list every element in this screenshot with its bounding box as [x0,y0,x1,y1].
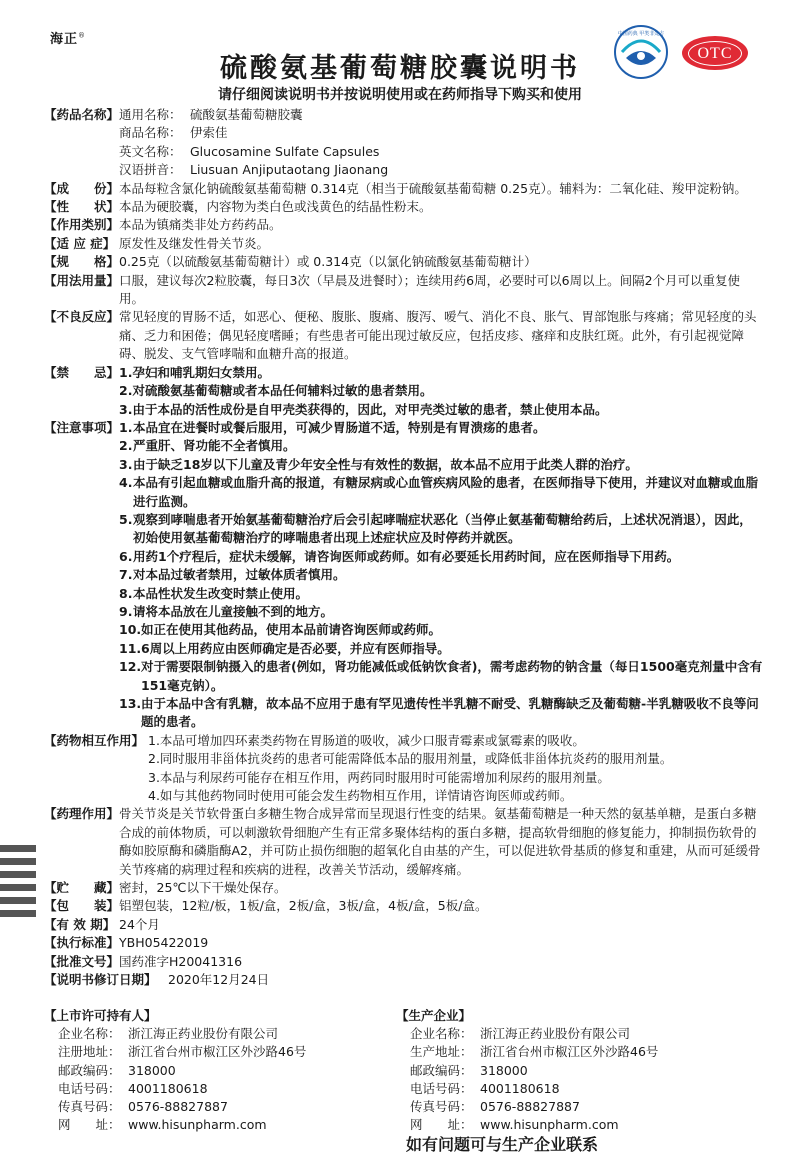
margin-bar [0,884,36,891]
item-number: 8. [119,585,133,601]
info-key: 汉语拼音： [119,162,182,178]
section-label: 【不良反应】 [44,309,120,325]
item-text: 本品有引起血糖或血脂升高的报道，有糖尿病或心血管疾病风险的患者，在医师指导下使用，并建议对血糖或血脂进行监测。 [133,475,759,509]
section-standard [44,934,764,952]
list-item: 3.本品与利尿药可能存在相互作用，两药同时服用时可能需增加利尿药的服用剂量。 [148,769,610,785]
margin-bar [0,871,36,878]
item-text: 由于本品中含有乳糖，故本品不应用于患有罕见遗传性半乳糖不耐受、乳糖酶缺乏及葡萄糖-半乳糖吸收不良等问题的患者。 [141,696,759,730]
otc-label: OTC [688,41,742,66]
section-label: 【作用类别】 [44,217,120,233]
info-key: 商品名称： [119,125,182,141]
section-label: 【适 应 症】 [44,235,116,251]
margin-bar [0,897,36,904]
section-text: 骨关节炎是关节软骨蛋白多糖生物合成异常而呈现退行性变的结果。氨基葡萄糖是一种天然的氨基单糖，是蛋白多糖合成的前体物质，可以刺激软骨细胞产生有正常多聚体结构的蛋白多糖，提高软骨细胞的修复能力，抑制损伤软骨的酶如胶原酶和磷脂酶A2，并可防止损伤细胞的超氧化自由基的产生，可以促进软骨基质的修复和重建，从而可延缓骨关节疼痛的病理过程和疾病的进程，改善关节活动，缓解疼痛。 [119,806,761,877]
contraindication-list [119,364,764,419]
section-label: 【用法用量】 [44,272,120,288]
section-label: 【包 装】 [44,898,120,914]
info-line [396,1098,764,1116]
list-item: 4.如与其他药物同时使用可能会发生药物相互作用，详情请咨询医师或药师。 [148,788,573,804]
section-storage [44,879,764,897]
item-number: 2. [119,438,133,454]
item-text: 请将本品放在儿童接触不到的地方。 [133,603,334,619]
item-text: 如正在使用其他药品，使用本品前请咨询医师或药师。 [141,622,442,638]
section-text: 本品每粒含氯化钠硫酸氨基葡萄糖 0.314克（相当于硫酸氨基葡萄糖 0.25克）。辅料为：二氧化硅、羧甲淀粉钠。 [119,180,747,196]
manufacturer [396,1007,764,1155]
item-text: 本品性状发生改变时禁止使用。 [133,585,309,601]
section-label: 【成 份】 [44,180,120,196]
item-text: 观察到哮喘患者开始氨基葡萄糖治疗后会引起哮喘症状恶化（当停止氨基葡萄糖给药后，上述状况消退），因此，初始使用氨基葡萄糖治疗的哮喘患者出现上述症状应及时停药并就医。 [133,511,752,546]
section-label: 【说明书修订日期】 [44,972,157,988]
list-item: 1.本品可增加四环素类药物在胃肠道的吸收，减少口服青霉素或氯霉素的吸收。 [148,732,585,748]
info-key: 传真号码： [410,1099,473,1115]
info-line [44,1080,396,1098]
info-key: 注册地址： [58,1044,121,1060]
info-line [44,1116,396,1134]
list-item [119,585,764,603]
info-value: 浙江省台州市椒江区外沙路46号 [128,1044,307,1060]
info-line [44,1025,396,1043]
section-label: 【批准文号】 [44,953,120,969]
info-line [396,1062,764,1080]
info-key: 生产地址： [410,1044,473,1060]
info-key: 网 址： [410,1117,473,1133]
list-item [119,640,764,658]
info-key: 邮政编码： [410,1062,473,1078]
item-number: 1. [119,419,133,435]
precaution-list [119,419,764,732]
svg-text:中国药典 甲类非处方: 中国药典 甲类非处方 [617,31,665,37]
info-key: 英文名称： [119,143,182,159]
info-line [119,161,764,179]
section-specification [44,253,764,271]
info-value: 伊索佳 [190,125,228,141]
marketing-holder [44,1007,396,1155]
info-line [119,106,764,124]
section-label: 【药品名称】 [44,107,120,122]
info-value: 4001180618 [128,1080,208,1096]
info-line [396,1043,764,1061]
section-label: 【贮 藏】 [44,880,120,896]
list-item: 2.同时服用非甾体抗炎药的患者可能需降低本品的服用剂量，或降低非甾体抗炎药的服用剂量。 [148,751,673,767]
info-value: 4001180618 [480,1080,560,1096]
brand-logo [50,28,86,47]
section-text: YBH05422019 [119,935,209,951]
info-value: 0576-88827887 [128,1099,228,1115]
section-label: 【药物相互作用】 [44,732,145,748]
company-info [44,1007,764,1155]
list-item [119,419,764,437]
section-package [44,897,764,915]
item-text: 对于需要限制钠摄入的患者(例如，肾功能减低或低钠饮食者)，需考虑药物的钠含量（每日1500毫克剂量中含有151毫克钠）。 [141,659,763,693]
section-adverse-reactions [44,308,764,363]
list-item: 1.孕妇和哺乳期妇女禁用。 [119,364,270,380]
leaflet-body [44,106,764,990]
section-label: 【上市许可持有人】 [44,1008,157,1023]
list-item [119,566,764,584]
item-number: 10. [119,622,142,638]
info-line [396,1025,764,1043]
item-text: 6周以上用药应由医师确定是否必要，并应有医师指导。 [141,640,450,656]
info-value: 硫酸氨基葡萄糖胶囊 [190,107,303,122]
info-value: 318000 [128,1062,176,1078]
margin-bar [0,910,36,917]
section-drug-name [44,106,764,180]
info-line [396,1116,764,1134]
info-value: www.hisunpharm.com [480,1117,619,1133]
list-item [119,695,764,732]
item-text: 对本品过敏者禁用，过敏体质者慎用。 [133,567,346,583]
info-value: 318000 [480,1062,528,1078]
section-label: 【有 效 期】 [44,916,116,932]
info-key: 企业名称： [58,1026,121,1042]
section-text: 24个月 [119,916,160,932]
section-label: 【性 状】 [44,199,120,215]
item-text: 用药1个疗程后，症状未缓解，请咨询医师或药师。如有必要延长用药时间，应在医师指导下用药。 [133,548,680,564]
info-line [44,1098,396,1116]
info-value: 浙江海正药业股份有限公司 [128,1026,279,1042]
section-contraindications [44,364,764,419]
info-line [119,143,764,161]
section-label: 【规 格】 [44,254,120,270]
section-text: 原发性及继发性骨关节炎。 [119,235,270,251]
info-key: 传真号码： [58,1099,121,1115]
section-text: 常见轻度的胃肠不适，如恶心、便秘、腹胀、腹痛、腹泻、嗳气、消化不良、胀气、胃部饱胀与疼痛；常见轻度的头痛、乏力和困倦；偶见轻度嗜睡；有些患者可能出现过敏反应，包括皮疹、瘙痒和皮肤红斑。此外，有引起视觉障碍、脱发、支气管哮喘和血糖升高的报道。 [119,309,757,362]
section-validity [44,916,764,934]
list-item [119,456,764,474]
list-item: 2.对硫酸氨基葡萄糖或者本品任何辅料过敏的患者禁用。 [119,383,433,399]
info-key: 电话号码： [58,1080,121,1096]
contact-note: 如有问题可与生产企业联系 [406,1135,599,1155]
registered-mark: ® [78,31,87,40]
list-item [119,603,764,621]
page-title: 硫酸氨基葡萄糖胶囊说明书 [220,53,580,84]
info-line [44,1062,396,1080]
info-key: 邮政编码： [58,1062,121,1078]
section-text: 0.25克（以硫酸氨基葡萄糖计）或 0.314克（以氯化钠硫酸氨基葡萄糖计） [119,254,537,270]
info-key: 网 址： [58,1117,121,1133]
brand-name: 海正 [50,32,79,47]
item-number: 13. [119,696,142,711]
margin-bar [0,858,36,865]
section-text: 口服，建议每次2粒胶囊，每日3次（早晨及进餐时）；连续用药6周，必要时可以6周以上。间隔2个月可以重复使用。 [119,272,741,307]
info-value: 浙江省台州市椒江区外沙路46号 [480,1044,659,1060]
info-value: Liusuan Anjiputaotang Jiaonang [190,162,389,178]
item-text: 严重肝、肾功能不全者慎用。 [133,438,296,454]
info-line [119,124,764,142]
section-properties [44,198,764,216]
info-value: www.hisunpharm.com [128,1117,267,1133]
section-approval [44,953,764,971]
section-text: 2020年12月24日 [168,972,270,988]
section-text: 国药准字H20041316 [119,953,243,969]
info-key: 通用名称： [119,107,182,122]
section-text: 密封，25℃以下干燥处保存。 [119,880,287,896]
info-key: 企业名称： [410,1026,473,1042]
info-line [396,1080,764,1098]
info-line [44,1043,396,1061]
section-label: 【注意事项】 [44,419,120,435]
list-item: 3.由于本品的活性成份是自甲壳类获得的，因此，对甲壳类过敏的患者，禁止使用本品。 [119,401,608,417]
section-category [44,216,764,234]
list-item [119,474,764,511]
section-precautions [44,419,764,732]
item-number: 7. [119,567,133,583]
item-text: 本品宜在进餐时或餐后服用，可减少胃肠道不适，特别是有胃溃疡的患者。 [133,419,546,435]
list-item [119,548,764,566]
info-value: Glucosamine Sulfate Capsules [190,143,380,159]
list-item [119,511,764,548]
item-number: 4. [119,475,133,491]
section-interactions [44,732,764,806]
section-revision-date [44,971,764,989]
interaction-list [148,732,764,806]
page-subtitle: 请仔细阅读说明书并按说明使用或在药师指导下购买和使用 [218,87,582,103]
section-label: 【药理作用】 [44,806,120,822]
item-text: 由于缺乏18岁以下儿童及青少年安全性与有效性的数据，故本品不应用于此类人群的治疗。 [133,456,638,472]
list-item [119,621,764,639]
section-label: 【执行标准】 [44,935,120,951]
section-dosage [44,272,764,309]
section-text: 本品为镇痛类非处方药药品。 [119,217,282,233]
section-text: 本品为硬胶囊，内容物为类白色或浅黄色的结晶性粉末。 [119,199,432,215]
margin-bars [0,845,36,923]
info-value: 浙江海正药业股份有限公司 [480,1026,631,1042]
section-ingredients [44,180,764,198]
holder-lines [44,1025,396,1134]
drug-name-lines [119,106,764,180]
info-value: 0576-88827887 [480,1099,580,1115]
info-key: 电话号码： [410,1080,473,1096]
item-number: 11. [119,640,142,656]
margin-bar [0,845,36,852]
section-indications [44,235,764,253]
list-item [119,437,764,455]
section-label: 【禁 忌】 [44,364,120,380]
item-number: 6. [119,548,133,564]
section-text: 铝塑包装，12粒/板，1板/盒，2板/盒，3板/盒，4板/盒，5板/盒。 [119,898,488,914]
item-number: 12. [119,659,142,675]
manufacturer-lines [396,1025,764,1134]
list-item [119,658,764,695]
section-label: 【生产企业】 [396,1008,472,1023]
item-number: 3. [119,456,133,472]
item-number: 5. [119,511,133,527]
section-pharmacology [44,805,764,879]
item-number: 9. [119,603,133,619]
